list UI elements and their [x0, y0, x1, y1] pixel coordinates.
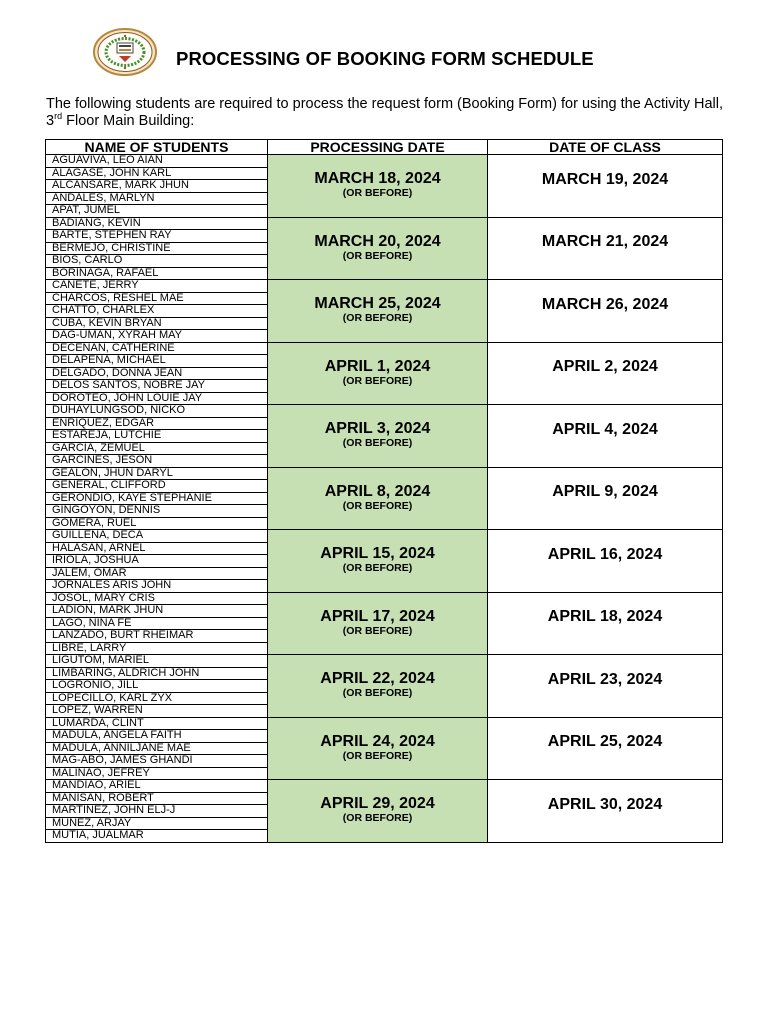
- processing-date: APRIL 29, 2024: [320, 795, 435, 813]
- or-before-note: (OR BEFORE): [342, 812, 413, 825]
- processing-date-cell: [268, 655, 488, 718]
- student-name: MUTIA, JUALMAR: [46, 830, 268, 843]
- processing-date-cell: [268, 717, 488, 780]
- student-name: LOPECILLO, KARL ZYX: [46, 692, 268, 705]
- processing-date: MARCH 25, 2024: [314, 295, 441, 313]
- page-title: PROCESSING OF BOOKING FORM SCHEDULE: [176, 48, 594, 69]
- table-row: [46, 342, 723, 355]
- class-date: APRIL 4, 2024: [552, 420, 658, 438]
- class-date-cell: [488, 530, 723, 593]
- table-row: [46, 530, 723, 543]
- processing-date: MARCH 18, 2024: [314, 170, 441, 188]
- processing-date-cell: [268, 530, 488, 593]
- class-date: APRIL 18, 2024: [547, 608, 663, 626]
- table-row: [46, 655, 723, 668]
- class-date-cell: [488, 655, 723, 718]
- student-name: GENERAL, CLIFFORD: [46, 480, 268, 493]
- student-name: GARCIA, ZEMUEL: [46, 442, 268, 455]
- student-name: ESTAREJA, LUTCHIE: [46, 430, 268, 443]
- processing-date: APRIL 3, 2024: [324, 420, 431, 438]
- student-name: MANISAN, ROBERT: [46, 792, 268, 805]
- or-before-note: (OR BEFORE): [342, 562, 413, 575]
- table-row: [46, 155, 723, 168]
- student-name: BARTE, STEPHEN RAY: [46, 230, 268, 243]
- student-name: JOSOL, MARY CRIS: [46, 592, 268, 605]
- student-name: DELGADO, DONNA JEAN: [46, 367, 268, 380]
- student-name: DOROTEO, JOHN LOUIE JAY: [46, 392, 268, 405]
- or-before-note: (OR BEFORE): [342, 624, 413, 637]
- processing-date-cell: [268, 342, 488, 405]
- student-name: JORNALES ARIS JOHN: [46, 580, 268, 593]
- student-name: DECENAN, CATHERINE: [46, 342, 268, 355]
- student-name: MANDIAO, ARIEL: [46, 780, 268, 793]
- class-date: MARCH 26, 2024: [541, 295, 669, 313]
- student-name: DELOS SANTOS, NOBRE JAY: [46, 380, 268, 393]
- student-name: LOGRONIO, JILL: [46, 680, 268, 693]
- student-name: GERONDIO, KAYE STEPHANIE: [46, 492, 268, 505]
- student-name: BERMEJO, CHRISTINE: [46, 242, 268, 255]
- class-date-cell: [488, 717, 723, 780]
- student-name: CANETE, JERRY: [46, 280, 268, 293]
- student-name: MADULA, ANNILJANE MAE: [46, 742, 268, 755]
- processing-date-cell: [268, 780, 488, 843]
- student-name: MARTINEZ, JOHN ELJ-J: [46, 805, 268, 818]
- student-name: MADULA, ANGELA FAITH: [46, 730, 268, 743]
- header-processing-date: PROCESSING DATE: [268, 140, 488, 155]
- or-before-note: (OR BEFORE): [342, 187, 413, 200]
- class-date-cell: [488, 155, 723, 218]
- student-name: DUHAYLUNGSOD, NICKO: [46, 405, 268, 418]
- or-before-note: (OR BEFORE): [342, 687, 413, 700]
- or-before-note: (OR BEFORE): [342, 437, 413, 450]
- student-name: DAG-UMAN, XYRAH MAY: [46, 330, 268, 343]
- student-name: IRIOLA, JOSHUA: [46, 555, 268, 568]
- table-row: [46, 780, 723, 793]
- class-date: APRIL 2, 2024: [552, 358, 658, 376]
- class-date-cell: [488, 592, 723, 655]
- student-name: LIBRE, LARRY: [46, 642, 268, 655]
- intro-text-end: Floor Main Building:: [62, 113, 195, 129]
- or-before-note: (OR BEFORE): [342, 249, 413, 262]
- student-name: CHARCOS, RESHEL MAE: [46, 292, 268, 305]
- student-name: BORINAGA, RAFAEL: [46, 267, 268, 280]
- class-date-cell: [488, 342, 723, 405]
- intro-paragraph: [46, 96, 736, 130]
- student-name: DELAPENA, MICHAEL: [46, 355, 268, 368]
- class-date: APRIL 23, 2024: [547, 670, 663, 688]
- table-row: [46, 467, 723, 480]
- class-date: APRIL 9, 2024: [552, 483, 658, 501]
- or-before-note: (OR BEFORE): [342, 499, 413, 512]
- student-name: MUNEZ, ARJAY: [46, 817, 268, 830]
- class-date-cell: [488, 217, 723, 280]
- class-date: APRIL 25, 2024: [547, 733, 663, 751]
- processing-date: APRIL 17, 2024: [320, 607, 435, 625]
- class-date-cell: [488, 780, 723, 843]
- student-name: GOMERA, RUEL: [46, 517, 268, 530]
- processing-date-cell: [268, 405, 488, 468]
- table-row: [46, 592, 723, 605]
- student-name: GUILLENA, DECA: [46, 530, 268, 543]
- table-row: [46, 280, 723, 293]
- table-row: [46, 405, 723, 418]
- student-name: GINGOYON, DENNIS: [46, 505, 268, 518]
- header-name-of-students: NAME OF STUDENTS: [46, 140, 268, 155]
- processing-date-cell: [268, 155, 488, 218]
- processing-date: APRIL 22, 2024: [320, 670, 435, 688]
- or-before-note: (OR BEFORE): [342, 312, 413, 325]
- student-name: BIOS, CARLO: [46, 255, 268, 268]
- processing-date: MARCH 20, 2024: [314, 232, 441, 250]
- header-row: [46, 140, 723, 155]
- student-name: LIGUTOM, MARIEL: [46, 655, 268, 668]
- student-name: JALEM, OMAR: [46, 567, 268, 580]
- processing-date-cell: [268, 217, 488, 280]
- processing-date: APRIL 15, 2024: [320, 545, 435, 563]
- student-name: BADIANG, KEVIN: [46, 217, 268, 230]
- processing-date-cell: [268, 467, 488, 530]
- intro-text: The following students are required to process the request form (Booking Form) for using the Activity Hall, 3: [46, 96, 723, 129]
- table-row: [46, 217, 723, 230]
- student-name: ANDALES, MARLYN: [46, 192, 268, 205]
- class-date: APRIL 30, 2024: [547, 795, 663, 813]
- student-name: GARCINES, JESON: [46, 455, 268, 468]
- processing-date-cell: [268, 280, 488, 343]
- student-name: CHATTO, CHARLEX: [46, 305, 268, 318]
- class-date-cell: [488, 280, 723, 343]
- processing-date-cell: [268, 592, 488, 655]
- or-before-note: (OR BEFORE): [342, 749, 413, 762]
- student-name: LADION, MARK JHUN: [46, 605, 268, 618]
- student-name: HALASAN, ARNEL: [46, 542, 268, 555]
- intro-superscript: rd: [54, 111, 63, 122]
- student-name: MALINAO, JEFREY: [46, 767, 268, 780]
- student-name: LAGO, NINA FE: [46, 617, 268, 630]
- student-name: APAT, JUMEL: [46, 205, 268, 218]
- student-name: LIMBARING, ALDRICH JOHN: [46, 667, 268, 680]
- header-date-of-class: DATE OF CLASS: [488, 140, 723, 155]
- student-name: AGUAVIVA, LEO AIAN: [46, 155, 268, 168]
- student-name: ALAGASE, JOHN KARL: [46, 167, 268, 180]
- processing-date: APRIL 8, 2024: [324, 482, 431, 500]
- student-name: LUMARDA, CLINT: [46, 717, 268, 730]
- or-before-note: (OR BEFORE): [342, 374, 413, 387]
- student-name: GEALON, JHUN DARYL: [46, 467, 268, 480]
- class-date-cell: [488, 405, 723, 468]
- class-date: MARCH 19, 2024: [541, 170, 669, 188]
- table-row: [46, 717, 723, 730]
- class-date: MARCH 21, 2024: [541, 233, 669, 251]
- student-name: ALCANSARE, MARK JHUN: [46, 180, 268, 193]
- student-name: LOPEZ, WARREN: [46, 705, 268, 718]
- student-name: LANZADO, BURT RHEIMAR: [46, 630, 268, 643]
- student-name: CUBA, KEVIN BRYAN: [46, 317, 268, 330]
- institution-seal-icon: [93, 28, 157, 76]
- schedule-table: [45, 139, 723, 843]
- processing-date: APRIL 1, 2024: [324, 357, 431, 375]
- class-date: APRIL 16, 2024: [547, 545, 663, 563]
- class-date-cell: [488, 467, 723, 530]
- student-name: MAG-ABO, JAMES GHANDI: [46, 755, 268, 768]
- processing-date: APRIL 24, 2024: [320, 732, 435, 750]
- student-name: ENRIQUEZ, EDGAR: [46, 417, 268, 430]
